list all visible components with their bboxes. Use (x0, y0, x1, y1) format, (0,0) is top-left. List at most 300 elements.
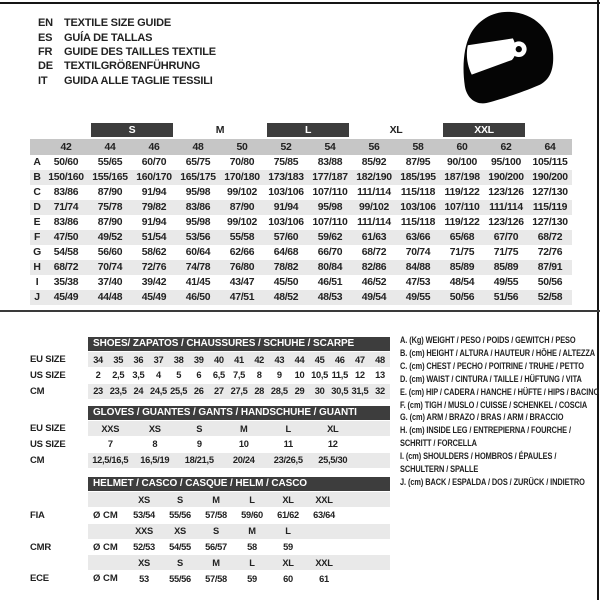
subtable-value-cell: 12 (355, 370, 365, 381)
subtable-value-cell: 13 (375, 370, 385, 381)
subtable-value-cell: 53/54 (133, 510, 155, 521)
subtable-cell-group (88, 571, 342, 586)
main-size-table (30, 123, 572, 305)
measure-row (30, 170, 572, 185)
subtable-cell-group (88, 368, 390, 383)
size-group-spacer (30, 123, 88, 139)
measure-value-cell: 46/51 (317, 277, 343, 288)
subtable-row (30, 523, 390, 539)
subtable-value-cell: 10,5 (311, 370, 329, 381)
measure-value-cell: 49/55 (405, 292, 431, 303)
measure-value-cell: 47/50 (53, 232, 79, 243)
diameter-unit-label: Ø CM (93, 509, 118, 521)
subtable-row-label: US SIZE (30, 369, 66, 381)
measure-value-cell: 64/68 (273, 247, 299, 258)
measure-value-cell: 65/75 (185, 157, 211, 168)
measure-value-cell: 87/90 (97, 187, 123, 198)
subtable-value-cell: S (177, 494, 183, 505)
subtable-value-cell: 28,5 (270, 386, 288, 397)
measure-value-cell: 150/160 (48, 172, 84, 183)
size-number-cell: 42 (60, 141, 72, 153)
measure-value-cell: 187/198 (444, 172, 480, 183)
measure-value-cell: 48/53 (317, 292, 343, 303)
measure-value-cell: 35/38 (53, 277, 79, 288)
size-group-cell (352, 123, 440, 139)
measure-value-cell: 50/56 (537, 277, 563, 288)
subtable-cells (88, 421, 390, 436)
subtable-value-cell: 44 (294, 354, 305, 365)
subtable-value-cell: 23 (93, 386, 103, 397)
measure-value-cell: 87/91 (537, 262, 563, 273)
legend-line: F. (cm) TIGH / MUSLO / CUISSE / SCHENKEL / COSCIA (400, 399, 588, 410)
subtable-value-cell: 23,5 (109, 386, 127, 397)
size-group-spacer (528, 123, 572, 139)
measure-value-cell: 49/52 (97, 232, 123, 243)
subtable-value-cell: XXL (315, 494, 333, 505)
subtable-value-cell: 20/24 (232, 455, 255, 466)
measure-value-cell: 62/66 (229, 247, 255, 258)
subtable-value-cell: 39 (193, 354, 204, 365)
size-number-cell: 46 (148, 141, 160, 153)
measure-value-cell: 95/100 (491, 157, 521, 168)
size-number-cell: 58 (412, 141, 424, 153)
legend-line: B. (cm) HEIGHT / ALTURA / HAUTEUR / HÖHE / ALTEZZA (400, 347, 596, 358)
measure-value-cell: 123/126 (488, 217, 524, 228)
legend-line: D. (cm) WAIST / CINTURA / TAILLE / HÜFTUNG / VITA (400, 373, 582, 384)
measure-value-cell: 87/95 (405, 157, 431, 168)
size-number-row (30, 139, 572, 155)
measure-value-cell: 83/88 (317, 157, 343, 168)
subtable-value-cell: L (249, 557, 255, 568)
measure-value-cell: 99/102 (227, 217, 257, 228)
size-number-cell: 64 (544, 141, 556, 153)
subtable-row (30, 492, 390, 508)
language-title: TEXTILGRÖßENFÜHRUNG (64, 60, 201, 73)
subtable-cells (88, 453, 390, 468)
measure-row-label: A (33, 157, 41, 168)
measure-value-cell: 47/53 (405, 277, 431, 288)
subtable-value-cell: 47 (355, 354, 365, 365)
legend-line: SCHRITT / FORCELLA (400, 438, 477, 449)
subtable-row (30, 383, 390, 399)
subtable-value-cell: 9 (276, 370, 282, 381)
subtable-value-cell: 5 (176, 370, 182, 381)
measure-value-cell: 71/74 (53, 202, 79, 213)
legend-line: J. (cm) BACK / ESPALDA / DOS / ZURÜCK / INDIETRO (400, 476, 585, 487)
measure-value-cell: 68/72 (361, 247, 387, 258)
subtable-row-label: CM (30, 385, 45, 397)
measure-value-cell: 119/122 (444, 217, 480, 228)
measure-value-cell: 47/51 (229, 292, 255, 303)
subtable-value-cell: 24 (133, 386, 144, 397)
measure-value-cell: 107/110 (312, 217, 348, 228)
size-number-cell: 56 (368, 141, 380, 153)
legend-line: H. (cm) INSIDE LEG / ENTREPIERNA / FOURCHE / (400, 425, 571, 436)
measure-value-cell: 105/115 (532, 157, 568, 168)
measure-value-cell: 46/52 (361, 277, 387, 288)
subtable-value-cell: XXS (101, 423, 120, 434)
measure-value-cell: 39/42 (141, 277, 167, 288)
measure-value-cell: 49/55 (493, 277, 519, 288)
subtable-value-cell: 2,5 (112, 370, 125, 381)
measure-value-cell: 95/98 (185, 217, 211, 228)
measure-value-cell: 65/68 (449, 232, 475, 243)
subtable-value-cell: XL (327, 423, 339, 434)
size-number-cell: 44 (104, 141, 116, 153)
size-number-cell: 48 (192, 141, 204, 153)
language-row (38, 16, 216, 30)
subtable-value-cell: 11 (283, 439, 293, 450)
language-row (38, 74, 216, 88)
size-group-label: M (215, 124, 225, 136)
subtable-row-label: EU SIZE (30, 354, 66, 366)
subtable-title: HELMET / CASCO / CASQUE / HELM / CASCO (88, 477, 390, 492)
measure-value-cell: 72/76 (141, 262, 167, 273)
measure-value-cell: 49/54 (361, 292, 387, 303)
subtable-cell-group (88, 492, 342, 507)
measure-row-label: H (33, 262, 41, 273)
measure-row-label: B (33, 172, 41, 183)
measure-row-label: C (33, 187, 41, 198)
subtable-cells (88, 437, 390, 452)
measure-value-cell: 51/54 (141, 232, 167, 243)
subtable-value-cell: 10 (294, 370, 305, 381)
subtable-value-cell: M (212, 557, 220, 568)
subtable-row (30, 555, 390, 571)
measure-value-cell: 177/187 (312, 172, 348, 183)
subtable-value-cell: L (285, 526, 291, 537)
subtable-value-cell: 6,5 (212, 370, 225, 381)
subtable-cell-group (88, 524, 342, 539)
measure-value-cell: 103/106 (268, 217, 304, 228)
measure-value-cell: 67/70 (493, 232, 519, 243)
subtable-row (30, 452, 390, 468)
subtable-cells (88, 508, 390, 523)
measure-value-cell: 43/47 (229, 277, 255, 288)
subtable-value-cell: 35 (113, 354, 124, 365)
subtable-value-cell: 12 (327, 439, 338, 450)
subtable-cell-group (88, 384, 390, 399)
subtable-value-cell: 42 (254, 354, 265, 365)
language-code: DE (38, 60, 53, 73)
measure-value-cell: 182/190 (356, 172, 392, 183)
subtable-value-cell: 56/57 (205, 542, 227, 553)
measure-value-cell: 50/56 (449, 292, 475, 303)
subtable-cells (88, 571, 390, 586)
measure-value-cell: 75/78 (97, 202, 123, 213)
subtable-cells (88, 540, 390, 555)
subtable-value-cell: 12,5/16,5 (92, 455, 129, 466)
language-code: EN (38, 17, 53, 30)
measure-value-cell: 76/80 (229, 262, 255, 273)
size-group-cell (440, 123, 528, 139)
measure-row-label: G (33, 247, 41, 258)
subtable-value-cell: 34 (93, 354, 103, 365)
subtable-value-cell: 46 (334, 354, 345, 365)
subtable-value-cell: 63/64 (313, 510, 335, 521)
measure-value-cell: 74/78 (185, 262, 211, 273)
language-title: GUIDA ALLE TAGLIE TESSILI (64, 74, 213, 87)
measure-value-cell: 190/200 (488, 172, 524, 183)
measure-row-label: D (33, 202, 41, 213)
subtable-value-cell: XL (282, 494, 294, 505)
subtable-cell-group (88, 437, 355, 452)
language-row (38, 59, 216, 73)
subtable-value-cell: 61 (319, 573, 329, 584)
measure-value-cell: 84/88 (405, 262, 431, 273)
size-group-label: L (267, 123, 349, 137)
size-number-cell: 62 (500, 141, 512, 153)
subtable-value-cell: 11,5 (331, 370, 348, 381)
measure-value-cell: 190/200 (532, 172, 568, 183)
subtable-value-cell: L (285, 423, 291, 434)
measure-value-cell: 83/86 (53, 187, 79, 198)
language-code: IT (38, 74, 48, 87)
measure-value-cell: 115/118 (400, 187, 436, 198)
subtable-row (30, 571, 390, 587)
measure-value-cell: 78/82 (273, 262, 299, 273)
measure-value-cell: 95/98 (185, 187, 211, 198)
measure-row (30, 155, 572, 170)
measure-value-cell: 91/94 (273, 202, 299, 213)
subtable-row (30, 421, 390, 437)
measure-row (30, 275, 572, 290)
subtable-value-cell: 8 (152, 439, 158, 450)
subtable-value-cell: 55/56 (169, 573, 191, 584)
subtable-value-cell: 57/58 (205, 510, 227, 521)
measure-value-cell: 55/65 (97, 157, 123, 168)
subtable-value-cell: 31,5 (351, 386, 369, 397)
measure-value-cell: 111/114 (357, 187, 391, 198)
measure-value-cell: 63/66 (405, 232, 431, 243)
size-group-label: S (91, 123, 173, 137)
legend-line: A. (Kg) WEIGHT / PESO / POIDS / GEWITCH / PESO (400, 335, 576, 345)
subtable-value-cell: XXS (135, 526, 153, 537)
subtable-cells (88, 352, 390, 367)
subtable-value-cell: 38 (173, 354, 184, 365)
subtable-value-cell: 25,5 (170, 386, 188, 397)
measure-value-cell: 48/52 (273, 292, 299, 303)
subtable-cells (88, 555, 390, 570)
subtable-value-cell: 43 (274, 354, 285, 365)
subtable-cells (88, 492, 390, 507)
measure-value-cell: 70/74 (405, 247, 431, 258)
size-group-cell (88, 123, 176, 139)
measure-value-cell: 115/118 (400, 217, 436, 228)
subtable-value-cell: S (177, 557, 183, 568)
measure-value-cell: 75/85 (273, 157, 299, 168)
shoes-table (30, 336, 390, 399)
subtable-value-cell: 59/60 (241, 510, 263, 521)
measure-value-cell: 46/50 (185, 292, 211, 303)
measure-value-cell: 60/64 (185, 247, 211, 258)
measure-value-cell: 170/180 (224, 172, 260, 183)
subtable-row-label: ECE (30, 573, 49, 585)
measure-value-cell: 79/82 (141, 202, 167, 213)
subtable-value-cell: 60 (283, 573, 293, 584)
measure-value-cell: 160/170 (136, 172, 172, 183)
subtable-value-cell: 28 (254, 386, 265, 397)
language-row (38, 45, 216, 59)
measure-value-cell: 45/49 (141, 292, 167, 303)
measure-value-cell: 85/89 (493, 262, 519, 273)
subtable-row-label: CMR (30, 541, 52, 553)
size-number-cell: 54 (324, 141, 336, 153)
subtable-value-cell: 48 (375, 354, 385, 365)
subtable-value-cell: 54/55 (169, 542, 191, 553)
measure-value-cell: 173/183 (268, 172, 304, 183)
language-code: FR (38, 45, 53, 58)
subtable-row-label: CM (30, 454, 45, 466)
measure-value-cell: 87/90 (229, 202, 255, 213)
subtable-value-cell: S (213, 526, 219, 537)
measure-value-cell: 70/74 (97, 262, 123, 273)
subtable-value-cell: 8 (256, 370, 262, 381)
measure-value-cell: 41/45 (185, 277, 211, 288)
subtable-value-cell: 40 (214, 354, 224, 365)
measure-value-cell: 185/195 (400, 172, 436, 183)
legend (400, 334, 600, 489)
language-row (38, 30, 216, 44)
measure-row (30, 215, 572, 230)
measure-value-cell: 80/84 (317, 262, 343, 273)
measure-value-cell: 127/130 (532, 187, 568, 198)
measure-value-cell: 71/75 (449, 247, 475, 258)
legend-line: I. (cm) SHOULDERS / HOMBROS / ÉPAULES / (400, 451, 557, 462)
language-title: GUIDE DES TAILLES TEXTILE (64, 45, 216, 58)
measure-value-cell: 50/60 (53, 157, 79, 168)
measure-value-cell: 56/60 (97, 247, 123, 258)
subtable-value-cell: 29 (294, 386, 305, 397)
measure-row (30, 230, 572, 245)
subtable-value-cell: 37 (153, 354, 164, 365)
subtable-value-cell: 16,5/19 (140, 455, 170, 466)
subtable-value-cell: 59 (283, 542, 293, 553)
subtable-row (30, 352, 390, 368)
measure-value-cell: 54/58 (53, 247, 79, 258)
measure-value-cell: 68/72 (53, 262, 79, 273)
subtable-value-cell: 32 (375, 386, 385, 397)
measure-value-cell: 111/114 (357, 217, 391, 228)
subtable-value-cell: 3,5 (132, 370, 145, 381)
subtable-value-cell: 18/21,5 (184, 455, 214, 466)
measure-value-cell: 55/58 (229, 232, 255, 243)
measure-value-cell: 83/86 (53, 217, 79, 228)
row-label-spacer (30, 139, 44, 155)
measure-value-cell: 91/94 (141, 187, 167, 198)
subtable-value-cell: 58 (247, 542, 257, 553)
subtable-row-label: EU SIZE (30, 423, 66, 435)
subtable-value-cell: XL (282, 557, 294, 568)
subtable-row-label: FIA (30, 509, 45, 521)
subtable-value-cell: 36 (133, 354, 144, 365)
measure-value-cell: 127/130 (532, 217, 568, 228)
subtable-value-cell: XS (138, 557, 150, 568)
measure-row-label: F (33, 232, 41, 243)
measure-value-cell: 48/54 (449, 277, 475, 288)
language-title: GUÍA DE TALLAS (64, 31, 153, 44)
subtable-value-cell: 25,5/30 (318, 455, 348, 466)
subtable-value-cell: 59 (247, 573, 257, 584)
measure-row (30, 290, 572, 305)
subtable-value-cell: 30 (314, 386, 325, 397)
measure-value-cell: 83/86 (185, 202, 211, 213)
measure-value-cell: 107/110 (312, 187, 348, 198)
measure-value-cell: 66/70 (317, 247, 343, 258)
size-group-row (30, 123, 572, 139)
measure-row-label: E (33, 217, 41, 228)
subtable-value-cell: XS (138, 494, 150, 505)
measure-value-cell: 53/56 (185, 232, 211, 243)
subtable-title-row (30, 336, 390, 352)
measure-value-cell: 61/63 (361, 232, 387, 243)
subtable-title: GLOVES / GUANTES / GANTS / HANDSCHUHE / GUANTI (88, 406, 390, 421)
subtable-value-cell: M (212, 494, 220, 505)
measure-value-cell: 99/102 (359, 202, 389, 213)
subtable-cells (88, 524, 390, 539)
size-number-cell: 52 (280, 141, 292, 153)
measure-value-cell: 85/92 (361, 157, 387, 168)
measure-row (30, 245, 572, 260)
subtable-cell-group (88, 352, 390, 367)
racing-helmet-icon (452, 8, 564, 111)
measure-value-cell: 155/165 (92, 172, 128, 183)
subtable-row (30, 437, 390, 453)
measure-value-cell: 51/56 (493, 292, 519, 303)
subtable-value-cell: 27 (214, 386, 224, 397)
subtable-value-cell: XS (174, 526, 186, 537)
size-group-label: XL (389, 124, 403, 136)
size-number-cell: 60 (456, 141, 468, 153)
subtable-value-cell: 30,5 (331, 386, 349, 397)
subtable-row (30, 508, 390, 524)
gloves-table (30, 405, 390, 468)
measure-row (30, 200, 572, 215)
measure-value-cell: 90/100 (447, 157, 477, 168)
measure-value-cell: 44/48 (97, 292, 123, 303)
subtable-cells (88, 368, 390, 383)
measure-value-cell: 45/50 (273, 277, 299, 288)
measure-value-cell: 68/72 (537, 232, 563, 243)
measure-value-cell: 57/60 (273, 232, 299, 243)
measure-value-cell: 72/76 (537, 247, 563, 258)
subtable-value-cell: 52/53 (133, 542, 155, 553)
subtable-value-cell: 55/56 (169, 510, 191, 521)
measure-value-cell: 52/58 (537, 292, 563, 303)
size-group-cell (176, 123, 264, 139)
subtable-value-cell: 26 (193, 386, 204, 397)
subtable-value-cell: 24,5 (150, 386, 167, 397)
measure-row-label: J (34, 292, 40, 303)
subtable-value-cell: XXL (315, 557, 333, 568)
language-header (38, 16, 216, 88)
measure-value-cell: 71/75 (493, 247, 519, 258)
legend-line: C. (cm) CHEST / PECHO / POITRINE / TRUHE / PETTO (400, 360, 584, 371)
measure-value-cell: 82/86 (361, 262, 387, 273)
subtable-value-cell: S (196, 423, 203, 434)
subtable-value-cell: 7,5 (233, 370, 246, 381)
subtable-value-cell: 45 (314, 354, 325, 365)
measure-value-cell: 45/49 (53, 292, 79, 303)
diameter-unit-label: Ø CM (93, 541, 118, 553)
measure-value-cell: 107/110 (444, 202, 480, 213)
measure-row (30, 260, 572, 275)
legend-line: G. (cm) ARM / BRAZO / BRAS / ARM / BRACCIO (400, 412, 564, 423)
subtable-value-cell: 27,5 (230, 386, 248, 397)
size-group-cell (264, 123, 352, 139)
subtable-value-cell: 7 (107, 439, 113, 450)
measure-row (30, 185, 572, 200)
